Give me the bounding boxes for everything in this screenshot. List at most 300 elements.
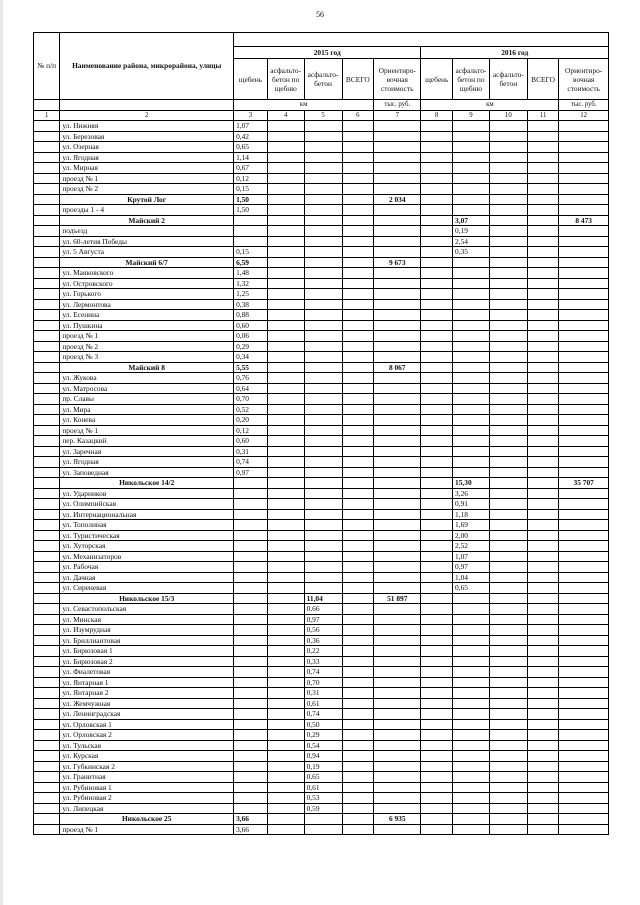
cell-col-7 bbox=[374, 572, 421, 583]
cell-col-8 bbox=[421, 446, 453, 457]
street-name: проезды 1 - 4 bbox=[60, 205, 234, 216]
cell-col-9: 2,52 bbox=[453, 541, 490, 552]
street-name: ул. Бирюзовая 1 bbox=[60, 646, 234, 657]
cell-col-12 bbox=[559, 310, 609, 321]
cell-col-4 bbox=[267, 152, 304, 163]
cell-col-10 bbox=[489, 404, 527, 415]
cell-col-3 bbox=[234, 688, 268, 699]
cell-col-1 bbox=[34, 173, 60, 184]
cell-col-1 bbox=[34, 394, 60, 405]
cell-col-3: 0,12 bbox=[234, 173, 268, 184]
cell-col-4 bbox=[267, 226, 304, 237]
cell-col-4 bbox=[267, 268, 304, 279]
cell-col-12 bbox=[559, 331, 609, 342]
cell-col-5 bbox=[304, 814, 342, 825]
cell-col-7: 9 673 bbox=[374, 257, 421, 268]
cell-col-1 bbox=[34, 572, 60, 583]
cell-col-7 bbox=[374, 226, 421, 237]
cell-col-6 bbox=[342, 121, 374, 132]
cell-col-5: 0,33 bbox=[304, 656, 342, 667]
header-name: Наименование района, микрорайона, улицы bbox=[60, 33, 234, 100]
header-total-2016: ВСЕГО bbox=[527, 59, 559, 100]
cell-col-8 bbox=[421, 667, 453, 678]
street-name: подъезд bbox=[60, 226, 234, 237]
cell-col-8 bbox=[421, 541, 453, 552]
cell-col-5 bbox=[304, 457, 342, 468]
cell-col-9 bbox=[453, 719, 490, 730]
cell-col-1 bbox=[34, 730, 60, 741]
cell-col-11 bbox=[527, 646, 559, 657]
cell-col-4 bbox=[267, 772, 304, 783]
street-name: ул. Ягодная bbox=[60, 457, 234, 468]
street-row bbox=[34, 247, 609, 258]
cell-col-12 bbox=[559, 467, 609, 478]
cell-col-5 bbox=[304, 257, 342, 268]
cell-col-5 bbox=[304, 362, 342, 373]
cell-col-1 bbox=[34, 635, 60, 646]
cell-col-8 bbox=[421, 677, 453, 688]
district-row bbox=[34, 478, 609, 489]
cell-col-6 bbox=[342, 467, 374, 478]
cell-col-9: 1,07 bbox=[453, 551, 490, 562]
cell-col-11 bbox=[527, 226, 559, 237]
cell-col-5 bbox=[304, 226, 342, 237]
cell-col-12 bbox=[559, 667, 609, 678]
cell-col-6 bbox=[342, 677, 374, 688]
cell-col-7 bbox=[374, 352, 421, 363]
cell-col-7 bbox=[374, 551, 421, 562]
cell-col-1 bbox=[34, 499, 60, 510]
cell-col-3: 0,52 bbox=[234, 404, 268, 415]
cell-col-7 bbox=[374, 688, 421, 699]
cell-col-7 bbox=[374, 646, 421, 657]
cell-col-10 bbox=[489, 205, 527, 216]
cell-col-9 bbox=[453, 824, 490, 835]
cell-col-12 bbox=[559, 299, 609, 310]
street-name: проезд № 2 bbox=[60, 341, 234, 352]
cell-col-4 bbox=[267, 824, 304, 835]
cell-col-6 bbox=[342, 226, 374, 237]
street-row bbox=[34, 394, 609, 405]
cell-col-5 bbox=[304, 499, 342, 510]
street-name: ул. Губкинская 2 bbox=[60, 761, 234, 772]
cell-col-7 bbox=[374, 289, 421, 300]
cell-col-3 bbox=[234, 803, 268, 814]
cell-col-7 bbox=[374, 446, 421, 457]
cell-col-6 bbox=[342, 457, 374, 468]
cell-col-12 bbox=[559, 247, 609, 258]
street-name: ул. Механизаторов bbox=[60, 551, 234, 562]
column-number: 11 bbox=[527, 110, 559, 121]
cell-col-1 bbox=[34, 751, 60, 762]
cell-col-9 bbox=[453, 415, 490, 426]
cell-col-8 bbox=[421, 593, 453, 604]
street-row bbox=[34, 740, 609, 751]
cell-col-5 bbox=[304, 404, 342, 415]
cell-col-3 bbox=[234, 635, 268, 646]
cell-col-9 bbox=[453, 740, 490, 751]
cell-col-12: 8 473 bbox=[559, 215, 609, 226]
cell-col-12 bbox=[559, 824, 609, 835]
cell-col-12 bbox=[559, 121, 609, 132]
cell-col-4 bbox=[267, 236, 304, 247]
street-name: ул. Островского bbox=[60, 278, 234, 289]
cell-col-11 bbox=[527, 709, 559, 720]
cell-col-11 bbox=[527, 184, 559, 195]
cell-col-6 bbox=[342, 488, 374, 499]
cell-col-3: 5,55 bbox=[234, 362, 268, 373]
street-row bbox=[34, 268, 609, 279]
cell-col-10 bbox=[489, 772, 527, 783]
cell-col-10 bbox=[489, 824, 527, 835]
cell-col-6 bbox=[342, 142, 374, 153]
cell-col-1 bbox=[34, 268, 60, 279]
cell-col-4 bbox=[267, 551, 304, 562]
cell-col-4 bbox=[267, 751, 304, 762]
cell-col-7 bbox=[374, 478, 421, 489]
street-row bbox=[34, 320, 609, 331]
cell-col-12 bbox=[559, 499, 609, 510]
cell-col-1 bbox=[34, 320, 60, 331]
cell-col-1 bbox=[34, 257, 60, 268]
cell-col-10 bbox=[489, 530, 527, 541]
cell-col-7 bbox=[374, 761, 421, 772]
cell-col-9 bbox=[453, 730, 490, 741]
cell-col-12 bbox=[559, 520, 609, 531]
cell-col-10 bbox=[489, 562, 527, 573]
cell-col-10 bbox=[489, 257, 527, 268]
cell-col-10 bbox=[489, 740, 527, 751]
cell-col-12 bbox=[559, 488, 609, 499]
street-row bbox=[34, 289, 609, 300]
cell-col-10 bbox=[489, 436, 527, 447]
street-row bbox=[34, 383, 609, 394]
cell-col-9 bbox=[453, 352, 490, 363]
cell-col-7 bbox=[374, 719, 421, 730]
cell-col-11 bbox=[527, 751, 559, 762]
street-row bbox=[34, 520, 609, 531]
column-number: 4 bbox=[267, 110, 304, 121]
cell-col-7 bbox=[374, 425, 421, 436]
cell-col-11 bbox=[527, 803, 559, 814]
cell-col-10 bbox=[489, 551, 527, 562]
cell-col-6 bbox=[342, 782, 374, 793]
cell-col-9 bbox=[453, 803, 490, 814]
cell-col-1 bbox=[34, 362, 60, 373]
cell-col-4 bbox=[267, 803, 304, 814]
cell-col-8 bbox=[421, 572, 453, 583]
cell-col-1 bbox=[34, 604, 60, 615]
district-row bbox=[34, 362, 609, 373]
cell-col-6 bbox=[342, 583, 374, 594]
street-name: проезд № 1 bbox=[60, 331, 234, 342]
cell-col-9: 1,69 bbox=[453, 520, 490, 531]
units-empty-2 bbox=[60, 100, 234, 111]
cell-col-12 bbox=[559, 656, 609, 667]
cell-col-10 bbox=[489, 226, 527, 237]
cell-col-8 bbox=[421, 751, 453, 762]
cell-col-6 bbox=[342, 751, 374, 762]
cell-col-8 bbox=[421, 121, 453, 132]
street-name: ул. Рабочая bbox=[60, 562, 234, 573]
street-name: ул. Матросова bbox=[60, 383, 234, 394]
cell-col-12 bbox=[559, 436, 609, 447]
cell-col-12 bbox=[559, 425, 609, 436]
cell-col-7 bbox=[374, 131, 421, 142]
cell-col-10 bbox=[489, 656, 527, 667]
street-name: проезд № 1 bbox=[60, 173, 234, 184]
cell-col-6 bbox=[342, 646, 374, 657]
cell-col-4 bbox=[267, 446, 304, 457]
cell-col-12 bbox=[559, 604, 609, 615]
cell-col-3: 0,31 bbox=[234, 446, 268, 457]
district-row bbox=[34, 814, 609, 825]
cell-col-8 bbox=[421, 772, 453, 783]
cell-col-10 bbox=[489, 394, 527, 405]
street-row bbox=[34, 184, 609, 195]
cell-col-1 bbox=[34, 625, 60, 636]
cell-col-1 bbox=[34, 646, 60, 657]
street-name: ул. Есенина bbox=[60, 310, 234, 321]
cell-col-11 bbox=[527, 824, 559, 835]
cell-col-11 bbox=[527, 257, 559, 268]
cell-col-5 bbox=[304, 173, 342, 184]
cell-col-3 bbox=[234, 572, 268, 583]
cell-col-4 bbox=[267, 320, 304, 331]
cell-col-10 bbox=[489, 236, 527, 247]
cell-col-5 bbox=[304, 530, 342, 541]
cell-col-7 bbox=[374, 541, 421, 552]
cell-col-9 bbox=[453, 457, 490, 468]
cell-col-5: 0,22 bbox=[304, 646, 342, 657]
cell-col-4 bbox=[267, 667, 304, 678]
cell-col-10 bbox=[489, 299, 527, 310]
cell-col-7 bbox=[374, 625, 421, 636]
street-row bbox=[34, 404, 609, 415]
cell-col-1 bbox=[34, 719, 60, 730]
cell-col-9 bbox=[453, 289, 490, 300]
cell-col-3 bbox=[234, 730, 268, 741]
street-name: ул. Мирная bbox=[60, 163, 234, 174]
cell-col-9 bbox=[453, 814, 490, 825]
cell-col-8 bbox=[421, 394, 453, 405]
cell-col-12 bbox=[559, 761, 609, 772]
cell-col-1 bbox=[34, 247, 60, 258]
cell-col-9: 0,97 bbox=[453, 562, 490, 573]
cell-col-6 bbox=[342, 247, 374, 258]
cell-col-4 bbox=[267, 593, 304, 604]
cell-col-10 bbox=[489, 278, 527, 289]
cell-col-4 bbox=[267, 215, 304, 226]
cell-col-3 bbox=[234, 782, 268, 793]
cell-col-6 bbox=[342, 310, 374, 321]
cell-col-11 bbox=[527, 163, 559, 174]
cell-col-9 bbox=[453, 152, 490, 163]
cell-col-1 bbox=[34, 614, 60, 625]
cell-col-8 bbox=[421, 614, 453, 625]
cell-col-3 bbox=[234, 604, 268, 615]
cell-col-10 bbox=[489, 803, 527, 814]
cell-col-7 bbox=[374, 383, 421, 394]
cell-col-3: 1,48 bbox=[234, 268, 268, 279]
cell-col-9 bbox=[453, 341, 490, 352]
cell-col-6 bbox=[342, 362, 374, 373]
cell-col-1 bbox=[34, 383, 60, 394]
cell-col-4 bbox=[267, 499, 304, 510]
cell-col-11 bbox=[527, 299, 559, 310]
cell-col-1 bbox=[34, 131, 60, 142]
cell-col-4 bbox=[267, 467, 304, 478]
column-number: 3 bbox=[234, 110, 268, 121]
cell-col-11 bbox=[527, 467, 559, 478]
cell-col-4 bbox=[267, 646, 304, 657]
cell-col-5 bbox=[304, 446, 342, 457]
cell-col-4 bbox=[267, 635, 304, 646]
street-name: ул. Нижняя bbox=[60, 121, 234, 132]
district-row bbox=[34, 194, 609, 205]
cell-col-12 bbox=[559, 404, 609, 415]
cell-col-9: 15,30 bbox=[453, 478, 490, 489]
street-name: ул. Минская bbox=[60, 614, 234, 625]
cell-col-11 bbox=[527, 383, 559, 394]
cell-col-3 bbox=[234, 719, 268, 730]
cell-col-9 bbox=[453, 646, 490, 657]
cell-col-3 bbox=[234, 709, 268, 720]
cell-col-12 bbox=[559, 257, 609, 268]
cell-col-12 bbox=[559, 205, 609, 216]
cell-col-3 bbox=[234, 236, 268, 247]
cell-col-5 bbox=[304, 289, 342, 300]
cell-col-10 bbox=[489, 310, 527, 321]
cell-col-3 bbox=[234, 583, 268, 594]
cell-col-7 bbox=[374, 614, 421, 625]
cell-col-12 bbox=[559, 341, 609, 352]
street-row bbox=[34, 142, 609, 153]
cell-col-3: 1,14 bbox=[234, 152, 268, 163]
cell-col-7 bbox=[374, 247, 421, 258]
street-row bbox=[34, 614, 609, 625]
cell-col-9: 0,65 bbox=[453, 583, 490, 594]
cell-col-10 bbox=[489, 268, 527, 279]
cell-col-10 bbox=[489, 793, 527, 804]
header-scheben-2016: щебень bbox=[421, 59, 453, 100]
cell-col-8 bbox=[421, 131, 453, 142]
district-row bbox=[34, 257, 609, 268]
cell-col-5 bbox=[304, 236, 342, 247]
cell-col-8 bbox=[421, 299, 453, 310]
cell-col-8 bbox=[421, 415, 453, 426]
cell-col-3 bbox=[234, 751, 268, 762]
cell-col-11 bbox=[527, 373, 559, 384]
cell-col-7 bbox=[374, 299, 421, 310]
cell-col-7 bbox=[374, 173, 421, 184]
cell-col-5 bbox=[304, 152, 342, 163]
cell-col-6 bbox=[342, 730, 374, 741]
cell-col-6 bbox=[342, 499, 374, 510]
cell-col-6 bbox=[342, 163, 374, 174]
cell-col-11 bbox=[527, 772, 559, 783]
cell-col-6 bbox=[342, 352, 374, 363]
cell-col-12 bbox=[559, 289, 609, 300]
street-row bbox=[34, 299, 609, 310]
street-row bbox=[34, 772, 609, 783]
cell-col-11 bbox=[527, 478, 559, 489]
cell-col-6 bbox=[342, 572, 374, 583]
cell-col-3: 0,64 bbox=[234, 383, 268, 394]
column-number: 7 bbox=[374, 110, 421, 121]
cell-col-7 bbox=[374, 278, 421, 289]
street-name: ул. Конева bbox=[60, 415, 234, 426]
street-row bbox=[34, 751, 609, 762]
cell-col-11 bbox=[527, 394, 559, 405]
cell-col-6 bbox=[342, 551, 374, 562]
cell-col-1 bbox=[34, 688, 60, 699]
cell-col-11 bbox=[527, 142, 559, 153]
cell-col-11 bbox=[527, 320, 559, 331]
cell-col-10 bbox=[489, 520, 527, 531]
cell-col-4 bbox=[267, 782, 304, 793]
street-row bbox=[34, 488, 609, 499]
cell-col-3: 0,88 bbox=[234, 310, 268, 321]
cell-col-7 bbox=[374, 604, 421, 615]
cell-col-11 bbox=[527, 488, 559, 499]
units-km-2016: км bbox=[421, 100, 559, 111]
cell-col-1 bbox=[34, 436, 60, 447]
cell-col-8 bbox=[421, 436, 453, 447]
cell-col-7 bbox=[374, 373, 421, 384]
cell-col-11 bbox=[527, 814, 559, 825]
district-name: Никольское 15/3 bbox=[60, 593, 234, 604]
cell-col-8 bbox=[421, 635, 453, 646]
street-row bbox=[34, 730, 609, 741]
cell-col-6 bbox=[342, 404, 374, 415]
cell-col-7 bbox=[374, 499, 421, 510]
cell-col-6 bbox=[342, 446, 374, 457]
cell-col-3: 0,06 bbox=[234, 331, 268, 342]
street-row bbox=[34, 572, 609, 583]
cell-col-3: 0,60 bbox=[234, 436, 268, 447]
cell-col-8 bbox=[421, 152, 453, 163]
cell-col-12 bbox=[559, 373, 609, 384]
cell-col-9 bbox=[453, 604, 490, 615]
cell-col-3 bbox=[234, 530, 268, 541]
cell-col-4 bbox=[267, 352, 304, 363]
cell-col-10 bbox=[489, 509, 527, 520]
cell-col-3: 1,07 bbox=[234, 121, 268, 132]
street-name: ул. Березовая bbox=[60, 131, 234, 142]
cell-col-9 bbox=[453, 173, 490, 184]
cell-col-7 bbox=[374, 530, 421, 541]
cell-col-9 bbox=[453, 593, 490, 604]
cell-col-4 bbox=[267, 436, 304, 447]
street-row bbox=[34, 310, 609, 321]
street-row bbox=[34, 656, 609, 667]
cell-col-10 bbox=[489, 593, 527, 604]
cell-col-12 bbox=[559, 614, 609, 625]
cell-col-4 bbox=[267, 131, 304, 142]
header-asph-scheb-2015: асфальто-бетон по щебню bbox=[267, 59, 304, 100]
street-row bbox=[34, 604, 609, 615]
cell-col-10 bbox=[489, 352, 527, 363]
page-number: 56 bbox=[316, 10, 324, 19]
cell-col-12 bbox=[559, 142, 609, 153]
street-row bbox=[34, 824, 609, 835]
cell-col-9: 2,54 bbox=[453, 236, 490, 247]
street-name: ул. Ленинградская bbox=[60, 709, 234, 720]
cell-col-11 bbox=[527, 268, 559, 279]
cell-col-8 bbox=[421, 740, 453, 751]
cell-col-4 bbox=[267, 278, 304, 289]
